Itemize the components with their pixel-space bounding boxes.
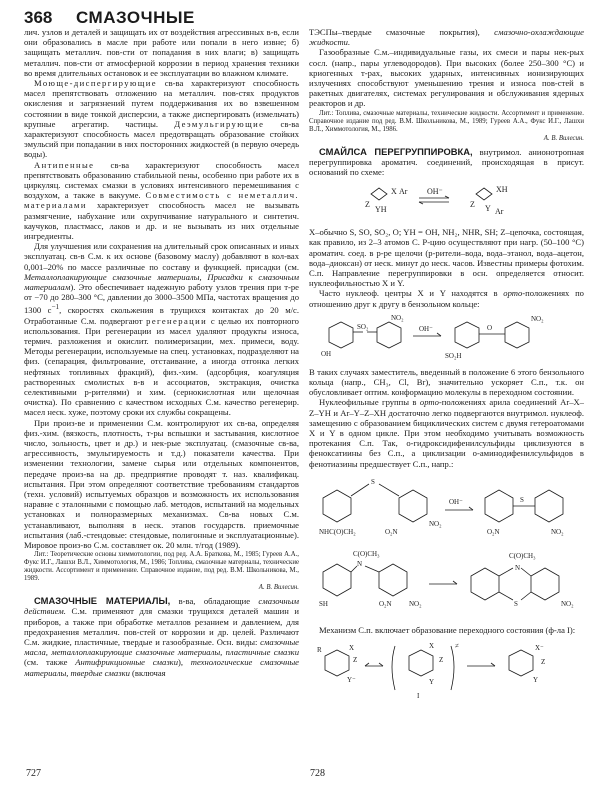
paragraph (24, 596, 299, 678)
term: Совместимость с неметаллич. материалами (24, 190, 299, 211)
svg-text:Z: Z (541, 658, 546, 667)
svg-text:Ar: Ar (495, 207, 504, 217)
paragraph (309, 397, 584, 468)
svg-text:NO₂: NO₂ (531, 314, 544, 323)
author-signature: А. В. Вилесин. (543, 134, 584, 142)
svg-text:O₂N: O₂N (385, 527, 398, 536)
svg-text:Z: Z (353, 656, 358, 665)
svg-text:OH⁻: OH⁻ (419, 324, 433, 333)
cross-reference: Металлоплакирующие смазочные материалы, Присадки к смазочным материалам (24, 271, 299, 293)
page-header (24, 8, 576, 28)
text: св-ва характеризуют способность масел препятствовать образованию стабильной пены, особенно при работе их в циркуляц. системах смазки в условиях интенсивного перемешивания с воздухом, а также в вакууме. (24, 159, 299, 201)
text: Нуклеофильные группы в (319, 397, 417, 408)
svg-text:NO₂: NO₂ (391, 313, 404, 322)
svg-text:Ar: Ar (399, 187, 408, 197)
svg-text:YH: YH (375, 205, 387, 215)
term: Антипенные (34, 159, 95, 170)
svg-text:X: X (429, 642, 435, 651)
svg-text:S: S (371, 477, 375, 486)
svg-text:N: N (357, 559, 363, 568)
text: внутримол. анионотропная перегруппировка ароматич. соединений, происходящая в присут. оснований по схеме: (309, 146, 584, 178)
svg-text:X⁻: X⁻ (535, 644, 544, 653)
text: Часто нуклеоф. центры X и Y находятся в (319, 288, 498, 299)
svg-text:XH: XH (496, 185, 508, 195)
left-column (24, 27, 299, 762)
running-title: СМАЗОЧНЫЕ (76, 8, 195, 27)
text: ). Это обеспечивает надежную работу узлов трения при т-ре от −70 до 280–300 °С, давлении до 3000–3500 МПа, частотах вращения до 1300 с (24, 282, 299, 316)
paragraph: В таких случаях заместитель, введенный в положение 6 этого бензольного кольца (напр., CH₃, Cl, Br), значительно ускоряет С.п., т.к. он обусловливает оптим. конформацию молекулы в переходном состоянии. (309, 366, 584, 398)
svg-text:NO₂: NO₂ (429, 519, 442, 528)
svg-text:X: X (391, 187, 397, 197)
text: характеризует способность масел не вызывать размягчение, набухание или охрупчивание натурального и синтетич. каучуков, пластмасс, лаков и др. и не вызывать из них отдельные ингредиенты. (24, 200, 299, 242)
svg-text:O₂N: O₂N (487, 527, 500, 536)
term: регенерации (146, 315, 208, 326)
superscript: −1 (51, 303, 60, 312)
right-column (309, 27, 584, 762)
svg-text:NO₂: NO₂ (551, 527, 564, 536)
paragraph (309, 288, 584, 308)
page-number: 368 (24, 8, 53, 27)
svg-text:S: S (520, 495, 524, 504)
text: -положениях арила соединений Ar–X–Z–YH и Ar–Y–Z–XH достаточно легко подвергаются внутримол. нуклеоф. замещению с образованием бициклических систем с двумя гетероатомами X и Y в одном цикле. При этом необходимо учитывать возможность протекания С.п. Так, о-гидроксидифенилсульфиды циклизуются в феноксатиины без С.п., а циклизации о-аминодифенилсульфидов в фенотиазины предшествует С.п., напр.: (309, 397, 584, 469)
svg-text:Y: Y (429, 678, 435, 687)
paragraph: лич. узлов и деталей и защищать их от воздействия агрессивных в-в, если они образовались в масле при работе или попали в него извне; б) защищать металлич. пов-сти от попадания в них влаги; в) защищать металлич. пов-сти от атмосферной коррозии в период хранения техники во время длительных остановок и ее эксплуатации во влажном климате. (24, 27, 299, 78)
svg-text:O: O (487, 323, 493, 332)
term: Деэмульгирующие (174, 118, 265, 129)
cross-reference: смазочно-охлаждающие жидкости. (309, 27, 584, 48)
svg-text:OH: OH (321, 349, 332, 358)
paragraph: При произ-ве и применении С.м. контролируют их св-ва, определяя физ.-хим. (вязкость, плотность, т-ры вспышки и застывания, кислотное число, зольность, цвет и др.) и нек-рые эксплуатац. (смазочные св-ва, агрессивность, эмульгируемость и т.д.) показатели качества. При изменении технологии, замене сырья или отдельных компонентов, передаче произ-ва на др. предприятие проводят т. наз. квалификац. испытания. При этом определяют соответствие требованиям стандартов (техн. условий) испытуемых образцов и возможность их использования наравне с эталонными с помощью лаб. методов, испытаний на модельных установках и полноразмерных механизмах. Св-ва новых С.м. устанавливают, выполняя в неск. этапов государств. приемочные испытания (лаб.-стендовые: стендовые, полигонные и эксплуатационные). Мировое произ-во С.м. составляет ок. 20 млн. т/год (1989). (24, 417, 299, 551)
text: св-ва характеризуют способность масел препятствовать отложению на металлич. пов-стях продуктов окисления и загрязнений путем поддерживания их во взвешенном состоянии в виде тонкой дисперсии, а также диспергировать (измельчать) крупные агрегатир. частицы. (24, 78, 299, 129)
svg-text:OH⁻: OH⁻ (449, 497, 463, 506)
svg-text:NHC(O)CH₂: NHC(O)CH₂ (319, 527, 356, 536)
headword: СМАЙЛСА ПЕРЕГРУППИРОВКА, (319, 145, 473, 157)
left-page-number: 727 (26, 768, 41, 779)
svg-text:S: S (514, 599, 518, 608)
text: в-ва, обладающие (178, 596, 251, 607)
svg-text:SH: SH (319, 599, 328, 608)
cross-reference: смазочные масла, металлоплакирующие смазочные материалы, пластичные смазки (24, 637, 299, 658)
phenothiazine-scheme-formula (309, 472, 584, 622)
svg-text:Z: Z (365, 200, 370, 210)
svg-text:Y: Y (485, 204, 491, 214)
author-signature: А. В. Вилесин. (258, 584, 299, 592)
ortho-rearrangement-formula (309, 312, 584, 364)
svg-text:NO₂: NO₂ (409, 599, 422, 608)
paragraph (309, 147, 584, 178)
literature: Лит.: Теоретические основы химмотологии, под ред. А.А. Браткова, М., 1985; Гуреев А.А., Фукс И.Г., Лашхи В.Л., Химмотология, М., 1986; Топлива, смазочные материалы, технические жидкости. Ассортимент и применение. Справочное издание, под ред. В.М. Школьникова, М., 1989. (24, 551, 299, 583)
svg-text:C(O)CH₃: C(O)CH₃ (353, 549, 380, 558)
formula-label-I: I (417, 692, 420, 701)
literature: Лит.: Топлива, смазочные материалы, технические жидкости. Ассортимент и применение. Справочное издание под ред. В.М. Школьникова, М., 1989; Гуреев А.А., Фукс И.Г., Лашхи В.Л., Химмотология, М., 1986. (309, 109, 584, 133)
smiles-scheme-formula (309, 180, 584, 224)
svg-text:Z: Z (470, 200, 475, 210)
text: (включая (132, 667, 166, 678)
svg-text:Z: Z (439, 656, 444, 665)
text: Для улучшения или сохранения на длительный срок описанных и иных эксплуатац. св-в С.м. к их основе (базовому маслу) добавляют в кол-вах 0,001–20% по массе различные по составу и функцией. присадки (см. (24, 241, 299, 272)
emphasis: орто (419, 397, 439, 408)
text: ), (178, 657, 184, 668)
text: ТЭСПы–твердые смазочные покрытия), (309, 27, 480, 37)
text: (см. также (24, 657, 68, 668)
svg-text:NO₂: NO₂ (561, 599, 574, 608)
paragraph (309, 27, 584, 47)
svg-text:R: R (317, 646, 322, 655)
svg-text:X: X (349, 644, 355, 653)
term: Моюще-диспергирующие (34, 78, 157, 89)
text: С.м. применяют для смазки трущихся деталей машин и приборов, а также при обработке металлов резанием и давлением, для предохранения металлич. пов-стей от коррозии и др. целей. Различают С.м. жидкие, пластичные, твердые и газообразные. Осн. виды: (24, 606, 299, 648)
transition-state-formula (309, 638, 584, 702)
text: св-ва характеризуют способность масел предотвращать образование стойких эмульсий при попадании в них посторонних жидкостей (в первую очередь воды). (24, 118, 299, 160)
svg-text:SO₂H: SO₂H (445, 351, 462, 360)
text: , скоростях скольжения в трущихся контактах до 20 м/с. Отработанные С.м. подвергают (24, 305, 299, 326)
svg-text:N: N (515, 563, 521, 572)
cross-reference: технологические смазочные материалы, твердые смазки (24, 657, 299, 678)
cross-reference: Антифрикционные смазки (75, 657, 178, 668)
svg-text:Y: Y (533, 676, 539, 685)
paragraph (24, 78, 299, 160)
paragraph (24, 160, 299, 242)
cross-reference: смазочным действием. (24, 596, 299, 617)
paragraph: X–обычно S, SO, SO₂, O; YH = OH, NH₂, NHR, SH; Z–цепочка, состоящая, как правило, из 2–3 атомов С. Р-цию осуществляют при нагр. (50–100 °С) ароматич. соед. в р-ре щелочи (р-рители–вода, вода–этанол, вода–ацетон, вода–диоксан) от неск. минут до неск. часов. Известны примеры фотохим. С.п. Направление перегруппировки в осн. определяется относит. нуклеофильностью X и Y. (309, 227, 584, 289)
text: -положениях по отношению друг к другу в бензольном кольце: (309, 288, 584, 309)
text: с целью их повторного использования. При регенерации из масел удаляют продукты износа, термич. разложения и окислит. полимеризации, мех. примеси, воду. Методы регенерации, используемые на спец. установках, подразделяют на физ. (сепарация, фильтрование, отстаивание, а иногда отгонка легких нефтяных топливных фракций), физ.-хим. (адсорбция, коагуляция растворенных смолистых в-в и ассоциатов, экстракция, очистка селективными р-рителями) и хим. (сернокислотная или щелочная очистка). По сравнению с качеством исходных С.м. качество регенерир. масел неск. хуже, поэтому сроки их службы сокращены. (24, 315, 299, 418)
paragraph: Газообразные С.м.–индивидуальные газы, их смеси и пары нек-рых сосл. (напр., пары углеводородов). При высоких (более 250–300 °С) и криогенных т-рах, высоких ударных, интенсивных ионизирующих излучениях способствуют уменьшению трения и износа пов-стей в ракетных двигателях, системах регулирования и обслуживания ядерных реакторов и др. (309, 47, 584, 109)
svg-text:Y⁻: Y⁻ (347, 676, 356, 685)
headword: СМАЗОЧНЫЕ МАТЕРИАЛЫ, (34, 595, 171, 607)
svg-text:OH⁻: OH⁻ (427, 187, 443, 197)
paragraph (24, 241, 299, 417)
emphasis: орто (503, 288, 523, 299)
svg-text:O₂N: O₂N (379, 599, 392, 608)
paragraph: Механизм С.п. включает образование переходного состояния (ф-ла I): (319, 624, 576, 635)
svg-text:SO₂: SO₂ (357, 322, 369, 331)
svg-text:C(O)CH₃: C(O)CH₃ (509, 551, 536, 560)
right-page-number: 728 (310, 768, 325, 779)
svg-text:≠: ≠ (455, 642, 459, 651)
